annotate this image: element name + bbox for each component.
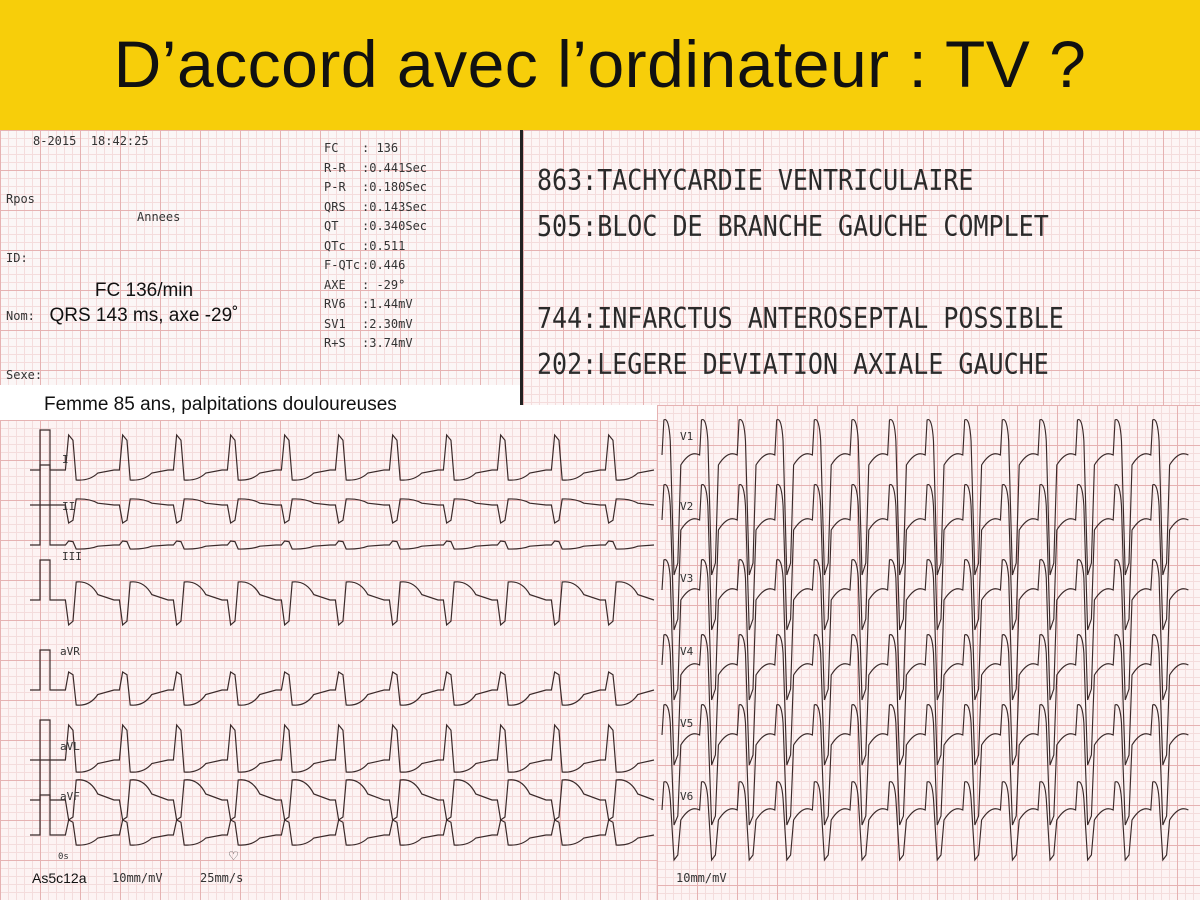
- slide-title: D’accord avec l’ordinateur : TV ?: [113, 27, 1087, 101]
- lead-label-v5: V5: [680, 717, 694, 730]
- interpretation-line: 744:INFARCTUS ANTEROSEPTAL POSSIBLE: [537, 301, 1064, 336]
- measurement-value: :3.74mV: [362, 336, 413, 350]
- lead-label-v6: V6: [680, 790, 694, 803]
- trace-lead-v6: [662, 782, 1188, 860]
- lead-label-v2: V2: [680, 500, 694, 513]
- measurement-label: QTc: [324, 238, 346, 253]
- trace-lead-i: [60, 435, 654, 480]
- measurement-value: : 136: [362, 141, 399, 155]
- field-nom: Nom:: [6, 309, 35, 323]
- measurement-label: AXE: [324, 277, 346, 292]
- calibration-pulse: [30, 720, 60, 760]
- paper-speed: 25mm/s: [200, 871, 244, 885]
- measurement-label: SV1: [324, 316, 346, 331]
- interpretation-line: 863:TACHYCARDIE VENTRICULAIRE: [537, 163, 974, 198]
- measurement-label: FC: [324, 141, 339, 155]
- lead-label-i: I: [62, 453, 69, 466]
- field-rpos: Rpos: [6, 192, 35, 206]
- trace-lead-v4: [662, 635, 1188, 765]
- field-id: ID:: [6, 250, 28, 265]
- measurement-value: :0.340Sec: [362, 219, 428, 233]
- calibration-pulse: [30, 465, 60, 505]
- lead-label-avl: aVL: [60, 740, 80, 753]
- calibration-pulse: [30, 795, 60, 835]
- trace-lead-avl-2: [60, 725, 654, 772]
- measurement-value: : -29°: [362, 277, 406, 292]
- measurement-value: :0.511: [362, 238, 406, 253]
- exam-datetime: 8-2015 18:42:25: [33, 134, 149, 148]
- record-id: As5c12a: [32, 870, 87, 886]
- trace-lead-v3: [662, 560, 1188, 700]
- calibration-pulse: [30, 760, 60, 800]
- lead-label-avf: aVF: [60, 790, 80, 803]
- measurement-label: QT: [324, 219, 339, 233]
- lead-label-v3: V3: [680, 572, 694, 585]
- timer-label: 0s: [58, 852, 69, 862]
- lead-label-avr: aVR: [60, 645, 80, 658]
- summary-hr: FC 136/min: [94, 280, 194, 301]
- measurement-value: :0.143Sec: [362, 199, 428, 214]
- measurement-label: RV6: [324, 297, 346, 311]
- lead-label-ii: II: [62, 500, 76, 513]
- measurement-label: QRS: [324, 199, 346, 214]
- measurement-value: :1.44mV: [362, 297, 413, 311]
- age-label: Annees: [137, 210, 181, 224]
- trace-lead-ii: [60, 499, 654, 523]
- trace-lead-avf: [60, 780, 654, 820]
- heart-marker-icon: ♡: [229, 847, 239, 865]
- field-sexe: Sexe:: [6, 367, 43, 382]
- measurement-value: :2.30mV: [362, 316, 413, 331]
- measurement-label: R+S: [324, 336, 346, 350]
- trace-lead-v2: [662, 485, 1188, 630]
- measurement-value: :0.180Sec: [362, 180, 428, 194]
- measurement-value: :0.446: [362, 258, 406, 272]
- measurement-label: P-R: [324, 180, 346, 194]
- trace-lead-iii: [60, 541, 654, 549]
- trace-lead-avl: [60, 672, 654, 705]
- interpretation-line: 505:BLOC DE BRANCHE GAUCHE COMPLET: [537, 209, 1049, 244]
- trace-lead-avr: [60, 582, 654, 625]
- calibration-pulse: [30, 430, 60, 470]
- calibration-pulse: [30, 505, 60, 545]
- trace-lead-v1: [662, 420, 1188, 575]
- lead-label-v4: V4: [680, 645, 694, 658]
- lead-label-iii: III: [62, 550, 82, 563]
- interpretation-line: 202:LEGERE DEVIATION AXIALE GAUCHE: [537, 347, 1049, 382]
- measurement-value: :0.441Sec: [362, 160, 428, 175]
- trace-lead-extra: [60, 820, 654, 845]
- measurement-label: F-QTc: [324, 258, 361, 272]
- calibration-pulse: [30, 560, 60, 600]
- gain-right: 10mm/mV: [676, 871, 727, 885]
- measurement-label: R-R: [324, 160, 346, 175]
- lead-label-v1: V1: [680, 430, 694, 443]
- gain-left: 10mm/mV: [112, 871, 163, 885]
- calibration-pulse: [30, 650, 60, 690]
- patient-caption: Femme 85 ans, palpitations douloureuses: [0, 386, 520, 420]
- summary-qrs: QRS 143 ms, axe -29˚: [49, 305, 239, 326]
